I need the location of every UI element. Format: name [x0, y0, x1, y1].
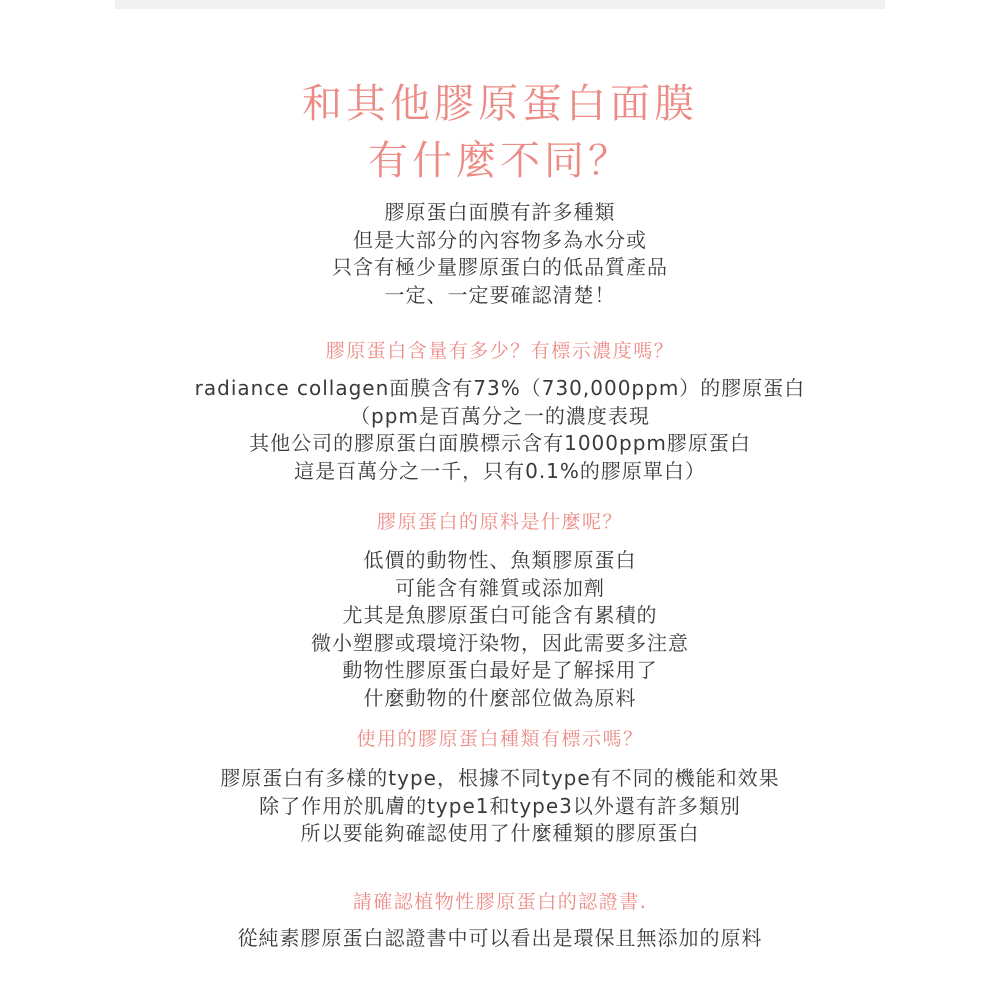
body-line: 除了作用於肌膚的type1和type3以外還有許多類別 [259, 793, 741, 818]
body-line: 動物性膠原蛋白最好是了解採用了 [342, 658, 658, 682]
top-divider-bar [115, 0, 885, 9]
body-line: radiance collagen面膜含有73%（730,000ppm）的膠原蛋白 [194, 376, 806, 400]
section-heading-raw-material: 膠原蛋白的原料是什麼呢？ [376, 511, 623, 533]
body-line: 這是百萬分之一千，只有0.1%的膠原單白） [294, 458, 706, 483]
section-body-concentration [0, 375, 1000, 485]
body-line: 尤其是魚膠原蛋白可能含有累積的 [342, 603, 658, 627]
page-title-line-1: 和其他膠原蛋白面膜 [302, 81, 698, 127]
body-line: 微小塑膠或環境汙染物，因此需要多注意 [311, 630, 689, 655]
body-line: 低價的動物性、魚類膠原蛋白 [363, 548, 637, 572]
section-body-certificate [0, 925, 1000, 953]
body-line: （ppm是百萬分之一的濃度表現 [350, 403, 650, 428]
intro-line: 只含有極少量膠原蛋白的低品質產品 [332, 255, 668, 279]
intro-line: 但是大部分的內容物多為水分或 [353, 227, 647, 252]
body-line: 其他公司的膠原蛋白面膜標示含有1000ppm膠原蛋白 [249, 431, 751, 455]
intro-line: 膠原蛋白面膜有許多種類 [384, 200, 616, 224]
intro-line: 一定、一定要確認清楚！ [384, 282, 616, 307]
page-title-line-2: 有什麼不同？ [368, 138, 632, 184]
body-line: 膠原蛋白有多樣的type，根據不同type有不同的機能和效果 [220, 766, 780, 790]
section-heading-collagen-type: 使用的膠原蛋白種類有標示嗎？ [356, 728, 644, 750]
intro-paragraph [0, 199, 1000, 309]
section-body-raw-material [0, 547, 1000, 712]
section-heading-concentration: 膠原蛋白含量有多少？有標示濃度嗎？ [325, 340, 675, 362]
section-heading-certificate: 請確認植物性膠原蛋白的認證書. [352, 891, 648, 913]
section-body-collagen-type [0, 765, 1000, 848]
body-line: 所以要能夠確認使用了什麼種類的膠原蛋白 [300, 821, 700, 845]
body-line: 從純素膠原蛋白認證書中可以看出是環保且無添加的原料 [237, 926, 763, 950]
body-line: 可能含有雜質或添加劑 [395, 575, 605, 600]
body-line: 什麼動物的什麼部位做為原料 [363, 685, 637, 710]
